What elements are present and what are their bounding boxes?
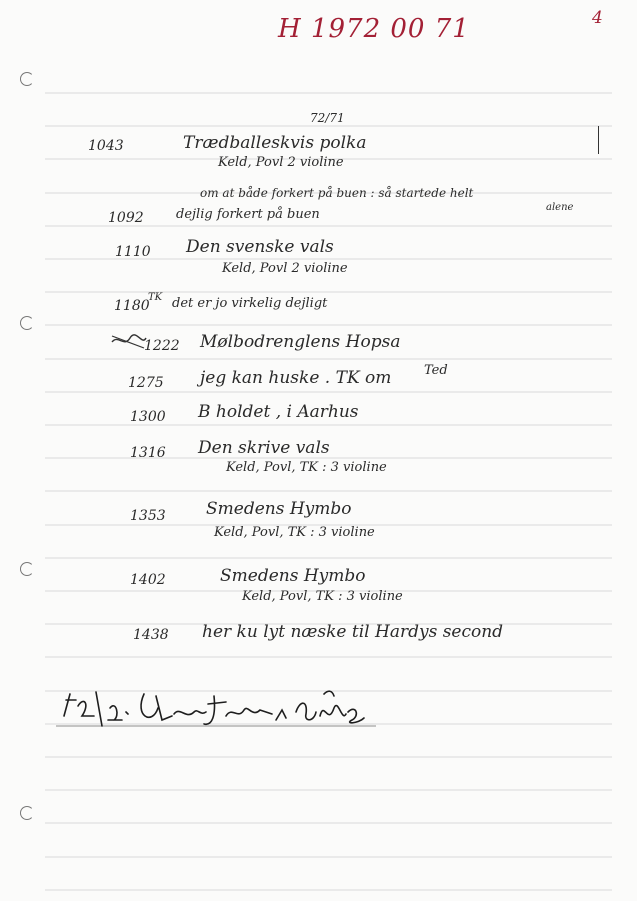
entry-code: 1110 bbox=[115, 244, 151, 260]
entry-code: 1402 bbox=[130, 572, 166, 588]
entry-code: 1092 bbox=[108, 210, 144, 226]
punch-hole bbox=[20, 316, 34, 330]
entry-code: 1180 bbox=[114, 298, 150, 314]
entry-title: B holdet , i Aarhus bbox=[198, 402, 359, 422]
entry-title: Smedens Hymbo bbox=[220, 566, 366, 586]
entry-code: 1438 bbox=[133, 627, 169, 643]
entry-title-extra: Ted bbox=[424, 363, 448, 378]
entry-date: 72/71 bbox=[310, 111, 345, 125]
entry-title: dejlig forkert på buen bbox=[176, 207, 320, 222]
entry-title: Mølbodrenglens Hopsa bbox=[200, 332, 401, 352]
punch-hole bbox=[20, 806, 34, 820]
entry-title: Trædballeskvis polka bbox=[183, 133, 367, 153]
entry-code-suffix: TK bbox=[148, 292, 163, 303]
entry-musicians: Keld, Povl, TK : 3 violine bbox=[214, 525, 375, 540]
entry-musicians: Keld, Povl, TK : 3 violine bbox=[226, 460, 387, 475]
entry-title: jeg kan huske . TK om bbox=[200, 368, 392, 388]
entry-title: Smedens Hymbo bbox=[206, 499, 352, 519]
entry-title: det er jo virkelig dejligt bbox=[172, 296, 328, 311]
entry-code: 1353 bbox=[130, 508, 166, 524]
entry-code: 1275 bbox=[128, 375, 164, 391]
entry-note: alene bbox=[546, 202, 574, 213]
archive-number: H 1972 00 71 bbox=[278, 14, 470, 44]
page-number: 4 bbox=[592, 8, 603, 28]
entry-code: 1222 bbox=[144, 338, 180, 354]
entry-title: Den svenske vals bbox=[186, 237, 334, 257]
handwritten-signature bbox=[56, 686, 386, 736]
entry-code: 1043 bbox=[88, 138, 124, 154]
entry-title: her ku lyt næske til Hardys second bbox=[202, 622, 504, 642]
entry-title: Den skrive vals bbox=[198, 438, 330, 458]
entry-musicians: Keld, Povl 2 violine bbox=[222, 261, 348, 276]
entry-musicians: Keld, Povl 2 violine bbox=[218, 155, 344, 170]
entry-code: 1300 bbox=[130, 409, 166, 425]
punch-hole bbox=[20, 72, 34, 86]
entry-note: om at både forkert på buen : så startede helt bbox=[200, 186, 474, 200]
struck-out-mark bbox=[110, 332, 148, 350]
punch-hole bbox=[20, 562, 34, 576]
entry-code: 1316 bbox=[130, 445, 166, 461]
entry-musicians: Keld, Povl, TK : 3 violine bbox=[242, 589, 403, 604]
margin-mark bbox=[598, 126, 599, 154]
